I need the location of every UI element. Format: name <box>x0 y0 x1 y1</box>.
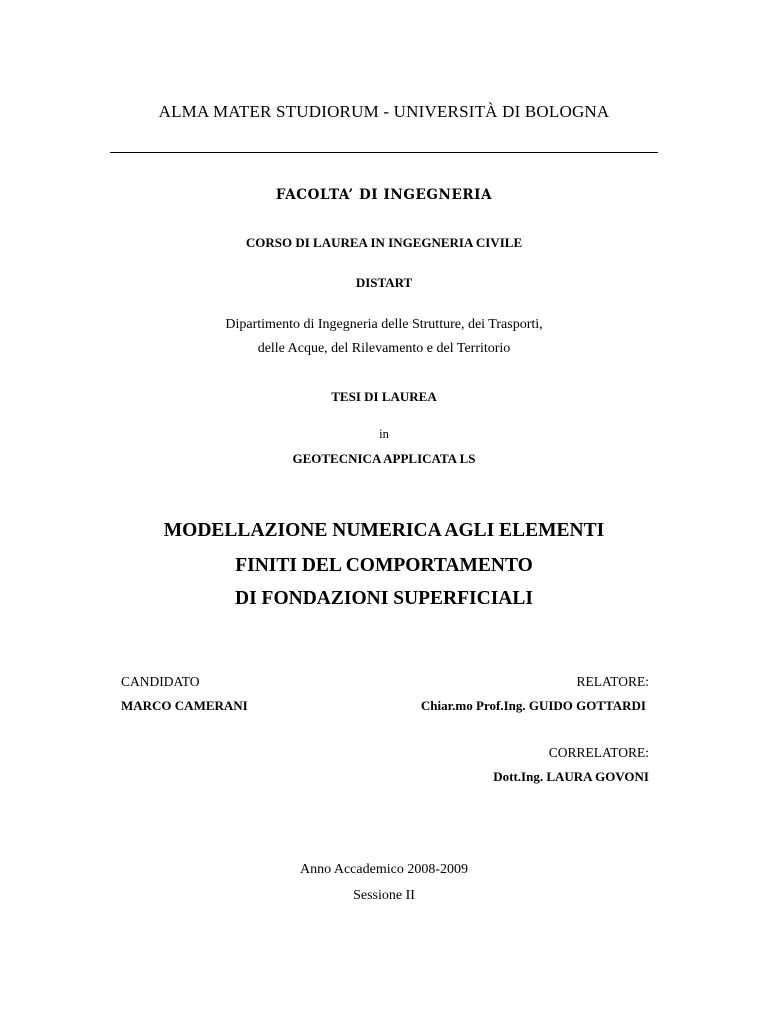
thesis-title-line1: MODELLAZIONE NUMERICA AGLI ELEMENTI <box>163 520 605 541</box>
candidate-name: MARCO CAMERANI <box>121 698 248 713</box>
department-full-line2: delle Acque, del Rilevamento e del Territorio <box>257 341 511 356</box>
academic-year: Anno Accademico 2008-2009 <box>300 862 468 877</box>
supervisor-name: Chiar.mo Prof.Ing. GUIDO GOTTARDI <box>420 698 646 713</box>
co-supervisor-label: CORRELATORE: <box>548 745 649 760</box>
thesis-subject: GEOTECNICA APPLICATA LS <box>292 451 476 466</box>
department-full-line1: Dipartimento di Ingegneria delle Strutture, dei Trasporti, <box>225 317 543 332</box>
co-supervisor-name: Dott.Ing. LAURA GOVONI <box>493 769 649 784</box>
thesis-type: TESI DI LAUREA <box>331 389 437 404</box>
thesis-title-line3: DI FONDAZIONI SUPERFICIALI <box>235 588 533 609</box>
supervisor-label: RELATORE: <box>576 674 649 689</box>
header-divider <box>110 152 658 153</box>
thesis-title-line2: FINITI DEL COMPORTAMENTO <box>235 555 533 576</box>
candidate-label: CANDIDATO <box>121 674 200 689</box>
session: Sessione II <box>353 888 415 903</box>
department-acronym: DISTART <box>355 275 413 290</box>
thesis-in-word: in <box>379 427 389 441</box>
university-name: ALMA MATER STUDIORUM - UNIVERSITÀ DI BOLOGNA <box>158 102 610 121</box>
faculty-name: FACOLTA’ DI INGEGNERIA <box>275 187 493 203</box>
course-name: CORSO DI LAUREA IN INGEGNERIA CIVILE <box>245 235 523 250</box>
